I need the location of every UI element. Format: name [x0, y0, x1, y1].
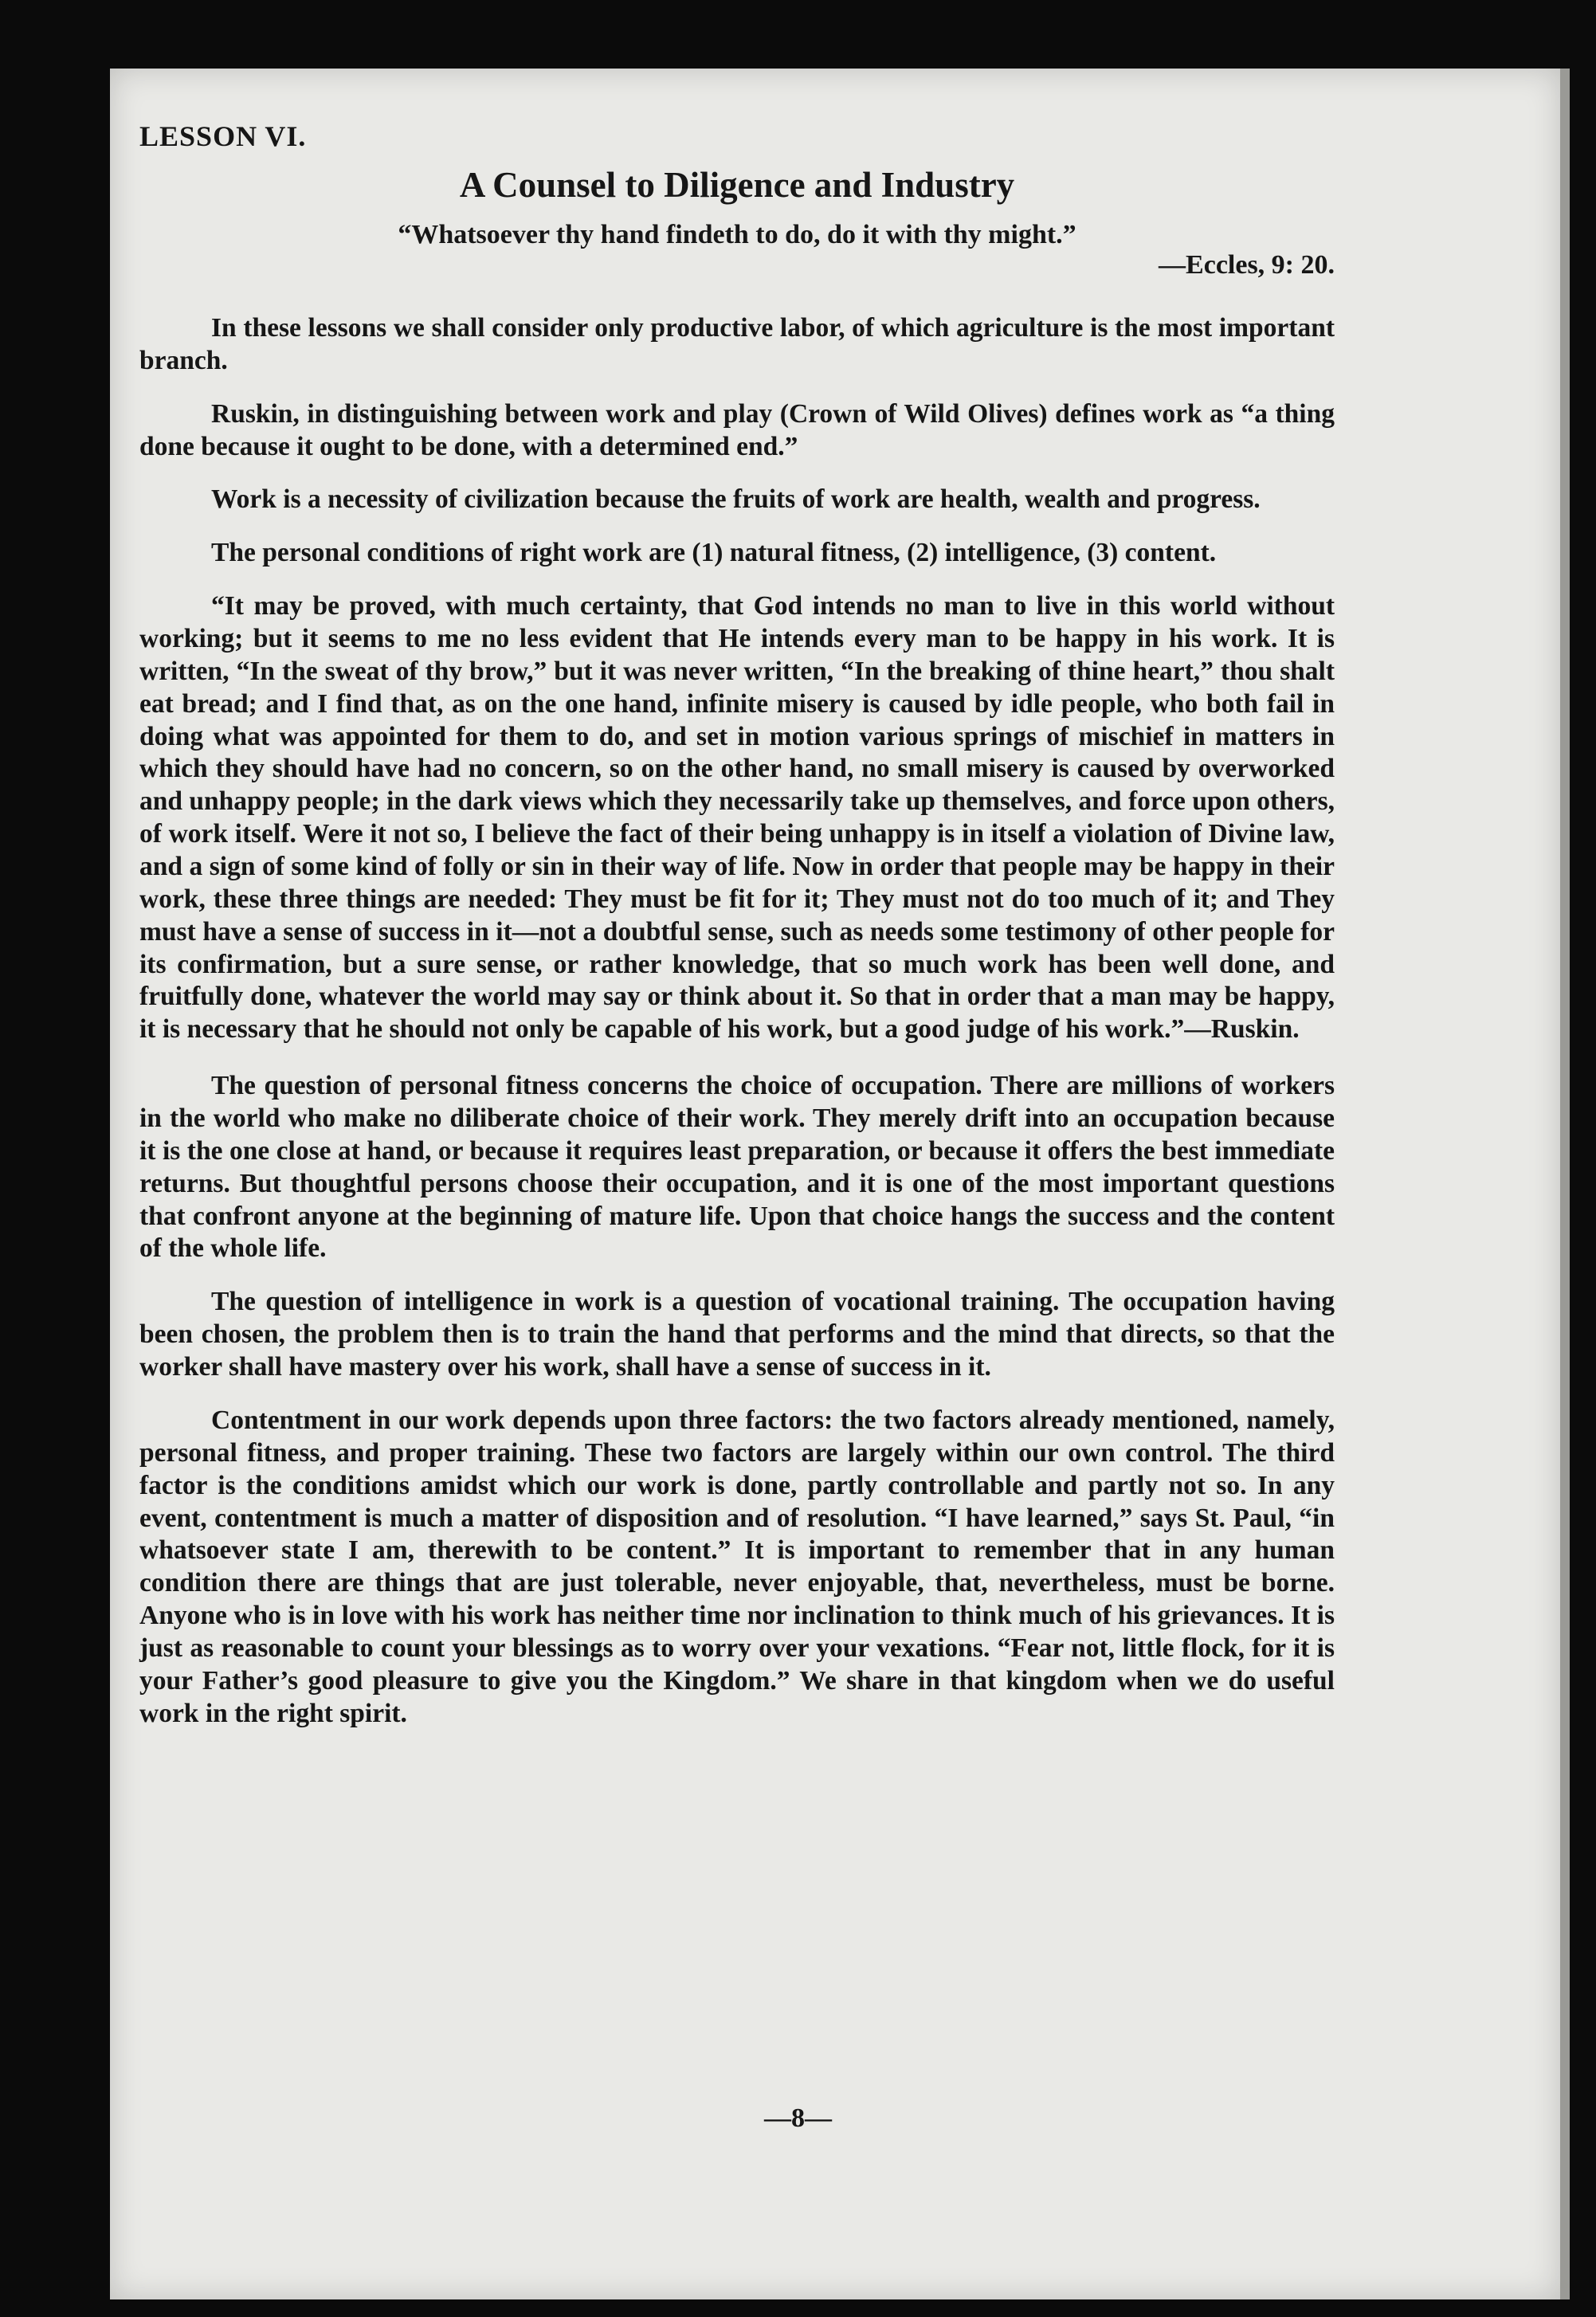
- ruskin-quote: “It may be proved, with much certainty, that God intends no man to live in this world without working; but it seems to me no less evident that He intends every man to be happy in his work. It is written, “In the sweat of thy brow,” but it was never written, “In the breaking of thine heart,” thou shalt eat bread; and I find that, as on the one hand, infinite misery is caused by idle people, who both fail in doing what was appointed for them to do, and set in motion various springs of mischief in matters in which they should have had no concern, so on the other hand, no small misery is caused by overworked and unhappy people; in the dark views which they necessarily take up themselves, and force upon others, of work itself. Were it not so, I believe the fact of their being unhappy is in itself a violation of Divine law, and a sign of some kind of folly or sin in their way of life. Now in order that people may be happy in their work, these three things are needed: They must be fit for it; They must not do too much of it; and They must have a sense of success in it—not a doubtful sense, such as needs some testimony of other people for its confirmation, but a sure sense, or rather knowledge, that so much work has been well done, and fruitfully done, whatever the world may say or think about it. So that in order that a man may be happy, it is necessary that he should not only be capable of his work, but a good judge of his work.”—Ruskin.: [139, 591, 1335, 1045]
- page-number: —8—: [764, 2103, 832, 2133]
- paragraph: Work is a necessity of civilization because the fruits of work are health, wealth and progress.: [211, 484, 1261, 515]
- lesson-label: LESSON VI.: [139, 120, 307, 152]
- paragraph: The personal conditions of right work are (1) natural fitness, (2) intelligence, (3) content.: [211, 538, 1217, 568]
- paragraph: The question of personal fitness concerns the choice of occupation. There are millions of workers in the world who make no diliberate choice of their work. They merely drift into an occupation because it is the one close at hand, or because it requires least preparation, or because it offers the best immediate returns. But thoughtful persons choose their occupation, and it is one of the most important questions that confront anyone at the beginning of mature life. Upon that choice hangs the success and the content of the whole life.: [139, 1071, 1335, 1264]
- paragraph: Contentment in our work depends upon three factors: the two factors already mentioned, namely, personal fitness, and proper training. These two factors are largely within our own control. The third factor is the conditions amidst which our work is done, partly controllable and partly not so. In any event, contentment is much a matter of disposition and of resolution. “I have learned,” says St. Paul, “in whatsoever state I am, therewith to be content.” It is important to remember that in any human condition there are things that are just tolerable, never enjoyable, that, nevertheless, must be borne. Anyone who is in love with his work has neither time nor inclination to think much of his grievances. It is just as reasonable to count your blessings as to worry over your vexations. “Fear not, little flock, for it is your Father’s good pleasure to give you the Kingdom.” We share in that kingdom when we do useful work in the right spirit.: [139, 1405, 1335, 1728]
- page-edge: [1560, 69, 1570, 2299]
- page-title: A Counsel to Diligence and Industry: [459, 165, 1015, 205]
- paragraph: Ruskin, in distinguishing between work and play (Crown of Wild Olives) defines work as “a thing done because it ought to be done, with a determined end.”: [139, 398, 1335, 461]
- paragraph: In these lessons we shall consider only productive labor, of which agriculture is the most important branch.: [139, 313, 1335, 375]
- paragraph: The question of intelligence in work is a question of vocational training. The occupation having been chosen, the problem then is to train the hand that performs and the mind that directs, so that the worker shall have mastery over his work, shall have a sense of success in it.: [139, 1287, 1335, 1382]
- page-content: [139, 120, 1335, 1751]
- epigraph: “Whatsoever thy hand findeth to do, do it with thy might.”: [398, 220, 1076, 249]
- epigraph-citation: —Eccles, 9: 20.: [1159, 250, 1335, 280]
